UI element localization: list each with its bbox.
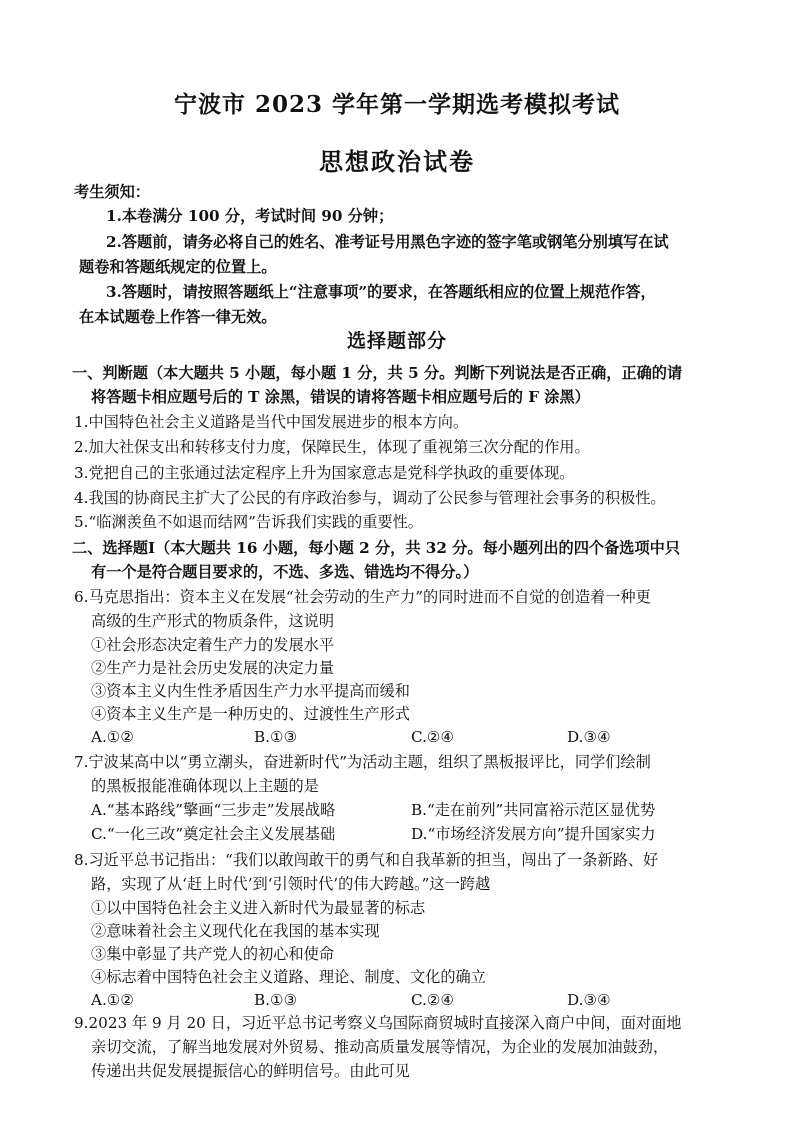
question-6-option-a: A.①② [91,728,135,746]
question-8-stem: 8.习近平总书记指出：“我们以敢闯敢干的勇气和自我革新的担当，闯出了一条新路、好 [74,851,659,869]
question-1: 1.中国特色社会主义道路是当代中国发展进步的根本方向。 [74,413,469,431]
question-6-statement-3: ③资本主义内生性矛盾因生产力水平提高而缓和 [91,682,410,700]
question-7-option-b: B.“走在前列”共同富裕示范区显优势 [411,801,656,819]
question-7-option-d: D.“市场经济发展方向”提升国家实力 [411,825,656,843]
part2-heading-cont: 有一个是符合题目要求的，不选、多选、错选均不得分。） [91,563,479,581]
notice-item-3: 3.答题时，请按照答题纸上“注意事项”的要求，在答题纸相应的位置上规范作答， [106,283,656,301]
part2-heading: 二、选择题Ⅰ（本大题共 16 小题，每小题 2 分，共 32 分。每小题列出的四个备选项中只 [72,539,681,557]
question-6-option-b: B.①③ [254,728,298,746]
section-title: 选择题部分 [346,330,447,352]
question-7-option-a: A.“基本路线”擎画“三步走”发展战略 [91,801,336,819]
question-3: 3.党把自己的主张通过法定程序上升为国家意志是党科学执政的重要体现。 [74,464,575,482]
part1-heading: 一、判断题（本大题共 5 小题，每小题 1 分，共 5 分。判断下列说法是否正确，正确的请 [72,364,683,382]
notice-item-3-cont: 在本试题卷上作答一律无效。 [79,308,277,326]
question-6-option-c: C.②④ [411,728,455,746]
question-8-option-c: C.②④ [411,991,455,1009]
exam-subtitle: 思想政治试卷 [319,147,475,176]
question-7-stem-cont: 的黑板报能准确体现以上主题的是 [91,777,319,795]
question-6-stem-cont: 高级的生产形式的物质条件，这说明 [91,612,334,630]
question-9-stem-cont-2: 传递出共促发展提振信心的鲜明信号。由此可见 [91,1062,410,1080]
question-6-statement-2: ②生产力是社会历史发展的决定力量 [91,659,334,677]
question-7-stem: 7.宁波某高中以“勇立潮头，奋进新时代”为活动主题，组织了黑板报评比，同学们绘制 [74,753,651,771]
question-5: 5.“临渊羡鱼不如退而结网”告诉我们实践的重要性。 [74,513,423,531]
question-8-option-b: B.①③ [254,991,298,1009]
notice-item-2: 2.答题前，请务必将自己的姓名、准考证号用黑色字迹的签字笔或钢笔分别填写在试 [106,233,669,251]
question-8-statement-1: ①以中国特色社会主义进入新时代为最显著的标志 [91,899,426,917]
question-7-option-c: C.“一化三改”奠定社会主义发展基础 [91,825,336,843]
exam-title: 宁波市 2023 学年第一学期选考模拟考试 [173,91,621,118]
question-8-statement-4: ④标志着中国特色社会主义道路、理论、制度、文化的确立 [91,968,486,986]
question-9-stem: 9.2023 年 9 月 20 日，习近平总书记考察义乌国际商贸城时直接深入商户中间，面对面地 [74,1014,682,1032]
question-8-statement-2: ②意味着社会主义现代化在我国的基本实现 [91,922,380,940]
part1-heading-cont: 将答题卡相应题号后的 T 涂黑，错误的请将答题卡相应题号后的 F 涂黑） [91,388,590,406]
question-6-option-d: D.③④ [567,728,611,746]
question-6-stem: 6.马克思指出：资本主义在发展“社会劳动的生产力”的同时进而不自觉的创造着一种更 [74,588,651,606]
question-6-statement-4: ④资本主义生产是一种历史的、过渡性生产形式 [91,705,410,723]
question-4: 4.我国的协商民主扩大了公民的有序政治参与，调动了公民参与管理社会事务的积极性。 [74,489,666,507]
notice-item-1: 1.本卷满分 100 分，考试时间 90 分钟； [106,207,394,225]
question-8-statement-3: ③集中彰显了共产党人的初心和使命 [91,945,334,963]
question-6-statement-1: ①社会形态决定着生产力的发展水平 [91,636,334,654]
notice-heading: 考生须知： [74,183,150,201]
question-8-option-a: A.①② [91,991,135,1009]
question-8-option-d: D.③④ [567,991,611,1009]
question-9-stem-cont-1: 亲切交流，了解当地发展对外贸易、推动高质量发展等情况，为企业的发展加油鼓劲， [91,1038,669,1056]
question-2: 2.加大社保支出和转移支付力度，保障民生，体现了重视第三次分配的作用。 [74,438,590,456]
notice-item-2-cont: 题卷和答题纸规定的位置上。 [79,258,277,276]
question-8-stem-cont: 路，实现了从‘赶上时代’到‘引领时代’的伟大跨越。”这一跨越 [91,875,491,893]
